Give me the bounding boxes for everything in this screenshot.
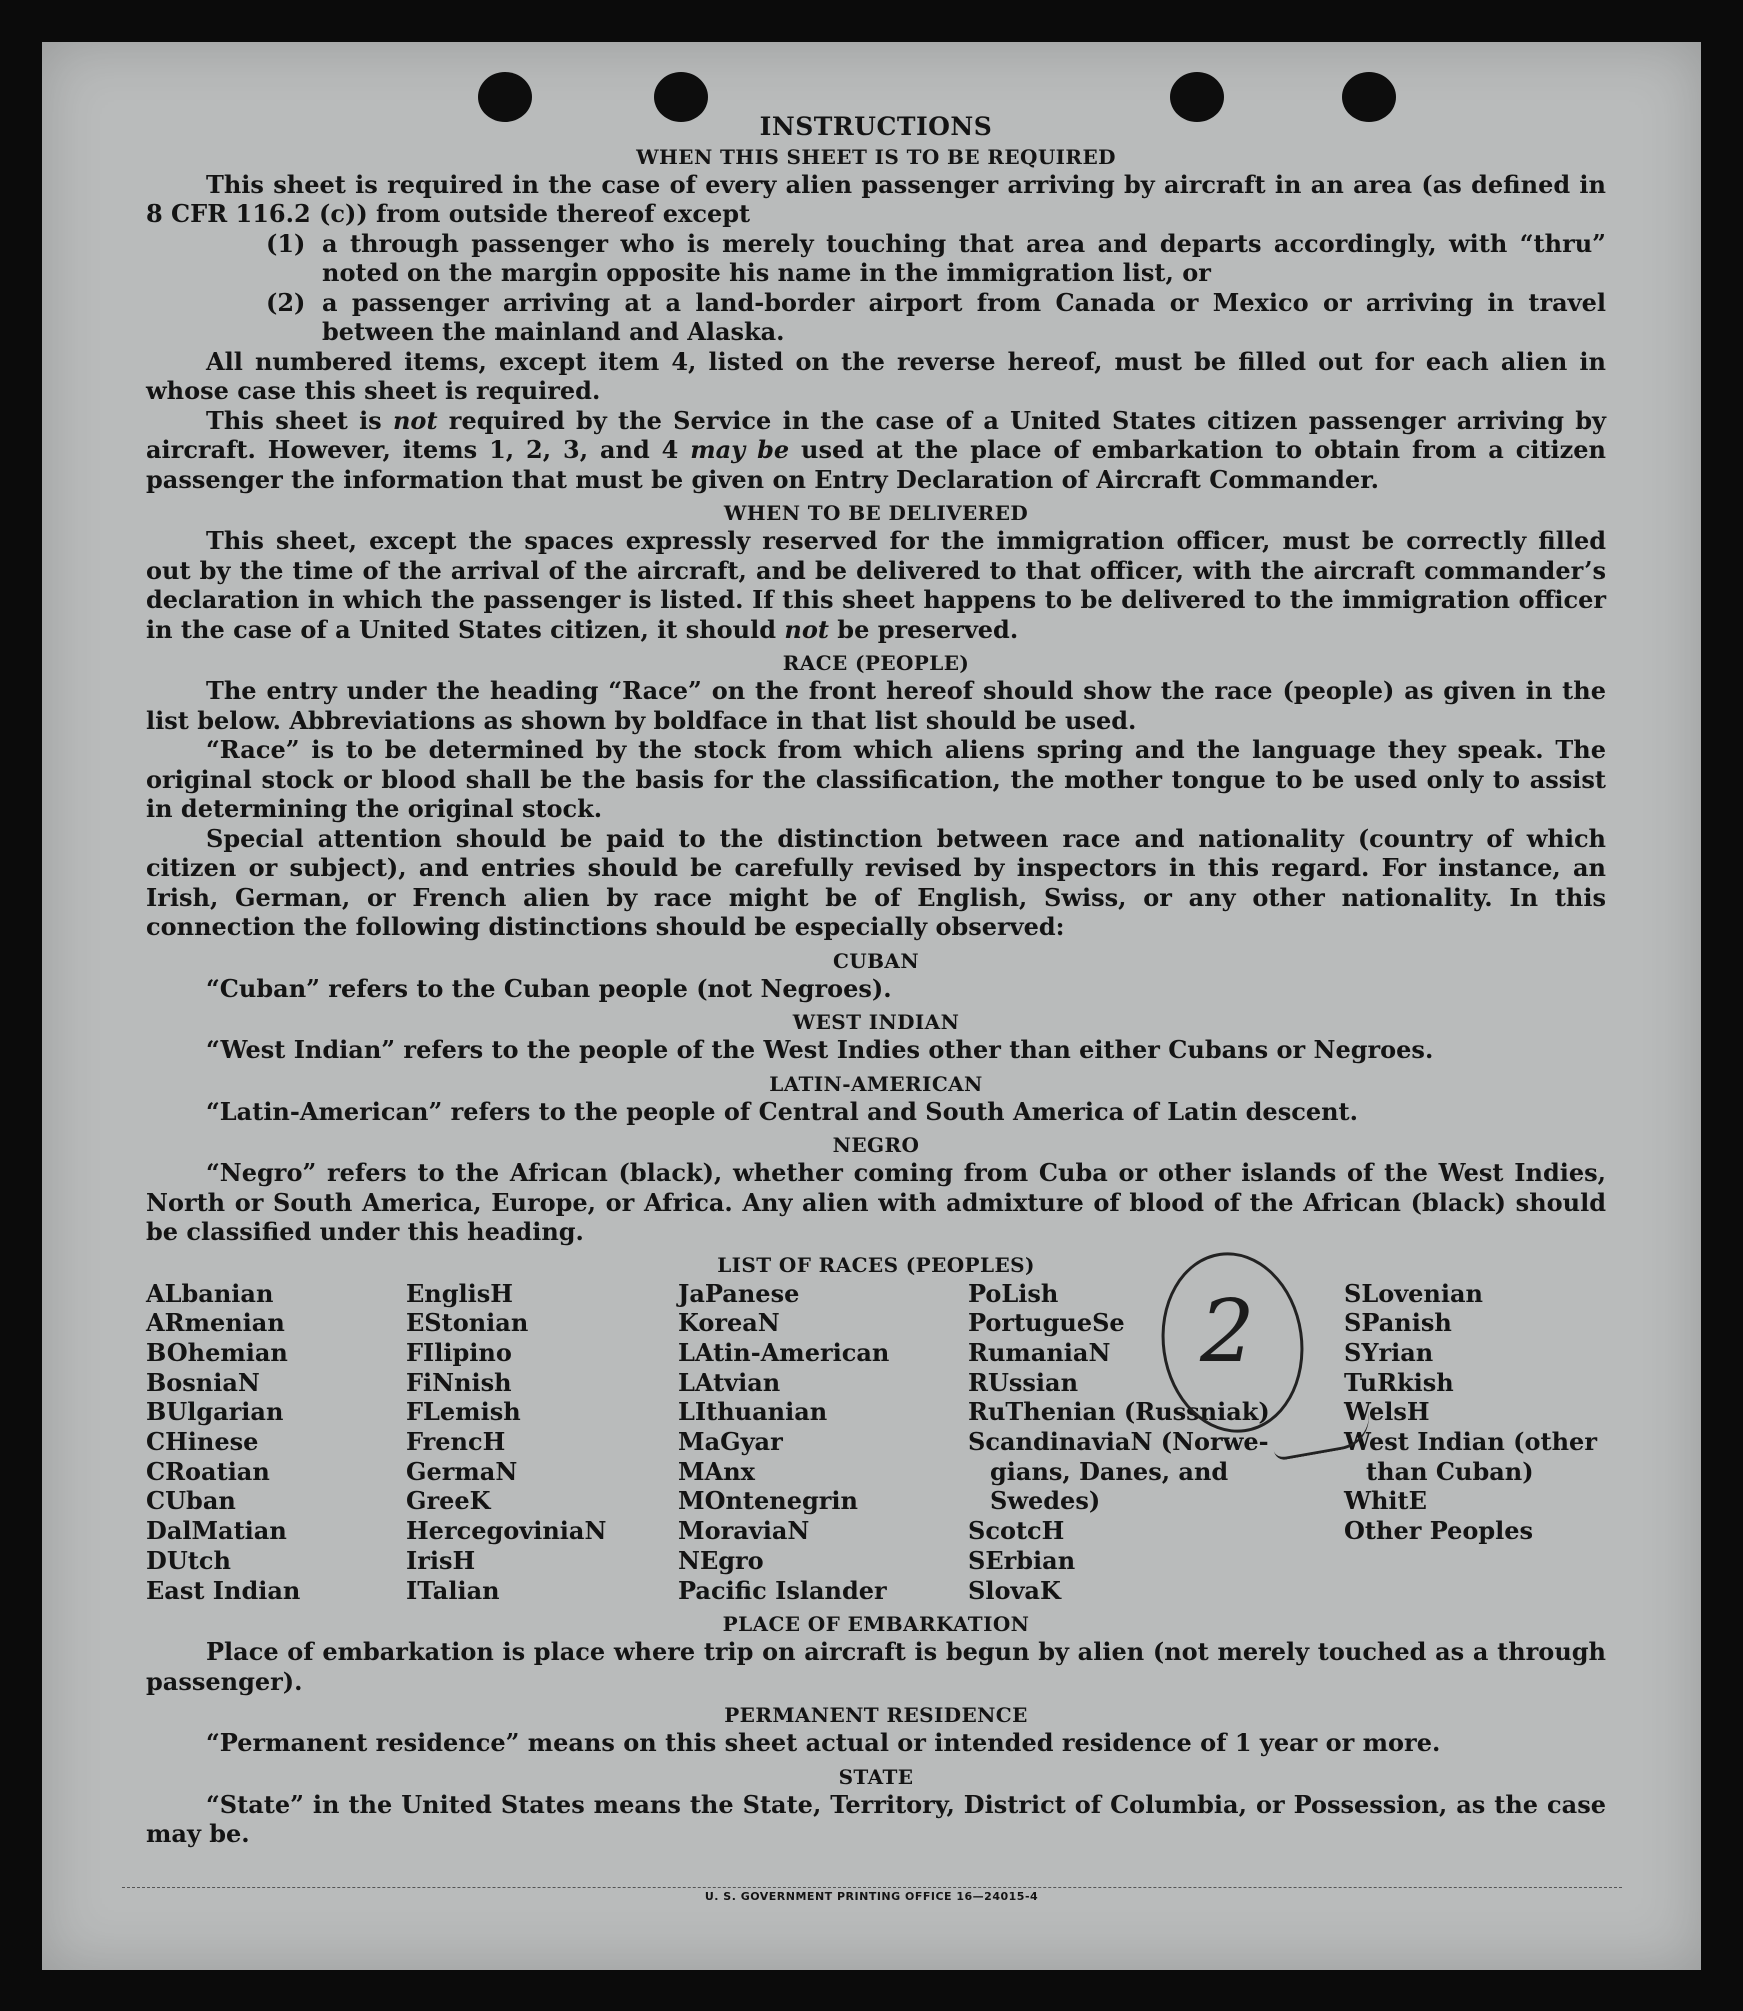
race-entry: ALbanian (146, 1278, 274, 1308)
race-entry: SlovaK (968, 1575, 1061, 1605)
race-entry: RuThenian (Russniak) (968, 1397, 1270, 1427)
exception-item (266, 229, 1606, 288)
race-entry: PortugueSe (968, 1308, 1125, 1338)
race-entry: LAtvian (678, 1367, 781, 1397)
race-entry: FLemish (406, 1397, 521, 1427)
section-heading-negro: NEGRO (832, 1133, 920, 1157)
residence-definition: “Permanent residence” means on this sheet actual or intended residence of 1 year or more. (206, 1728, 1441, 1758)
races-list (146, 1279, 1606, 1606)
page-title: INSTRUCTIONS (759, 112, 993, 141)
race-entry: MaGyar (678, 1427, 783, 1457)
race-entry: MAnx (678, 1456, 755, 1486)
race-paragraph-1: The entry under the heading “Race” on the front hereof should show the race (people) as given in the list below. Abbreviations as shown by boldface in that list should be used. (146, 676, 1606, 735)
race-entry: DUtch (146, 1545, 231, 1575)
text-run: used at the place of embarkation to obtain from a citizen passenger the information that must be given on Entry Declaration of Aircraft Commander. (146, 435, 1607, 494)
race-entry: SLovenian (1344, 1278, 1483, 1308)
race-entry: SPanish (1344, 1308, 1452, 1338)
delivered-paragraph (146, 526, 1606, 644)
race-entry: SYrian (1344, 1337, 1434, 1367)
item-number: (2) (266, 287, 306, 317)
race-entry: CUban (146, 1486, 236, 1516)
item-number: (1) (266, 228, 306, 258)
race-entry: EStonian (406, 1308, 529, 1338)
race-entry: PoLish (968, 1278, 1059, 1308)
state-definition: “State” in the United States means the State, Territory, District of Columbia, or Possession, as the case may be. (146, 1789, 1606, 1849)
section-heading-state: STATE (838, 1764, 914, 1789)
races-column (146, 1279, 406, 1606)
section-heading-required: WHEN THIS SHEET IS TO BE REQUIRED (636, 144, 1116, 169)
race-entry: BosniaN (146, 1367, 260, 1397)
race-entry: LAtin-American (678, 1337, 890, 1367)
race-entry: East Indian (146, 1575, 301, 1605)
race-entry: SErbian (968, 1545, 1076, 1575)
race-entry: MoraviaN (678, 1516, 810, 1546)
race-entry: FrencH (406, 1427, 506, 1457)
race-entry: than Cuban) (1366, 1456, 1534, 1486)
race-entry: WelsH (1344, 1397, 1430, 1427)
text-run: This sheet is (206, 405, 393, 435)
race-entry: gians, Danes, and (990, 1456, 1229, 1486)
section-heading-latin-american: LATIN-AMERICAN (769, 1071, 983, 1096)
item-text: a through passenger who is merely touching that area and departs accordingly, with “thru” noted on the margin opposite his name in the immigration list, or (322, 228, 1606, 287)
race-entry: IrisH (406, 1545, 476, 1575)
emphasis-not: not (392, 405, 438, 435)
race-entry: BOhemian (146, 1337, 288, 1367)
race-entry: ITalian (406, 1575, 500, 1605)
negro-definition: “Negro” refers to the African (black), whether coming from Cuba or other islands of the West Indies, North or South America, Europe, or Africa. Any alien with admixture of blood of the African (black) should be classified under this heading. (146, 1158, 1606, 1246)
races-column (678, 1279, 968, 1606)
embarkation-definition: Place of embarkation is place where trip on aircraft is begun by alien (not merely touched as a through passenger). (146, 1637, 1606, 1696)
emphasis-may-be: may be (690, 435, 790, 464)
race-entry: CHinese (146, 1427, 259, 1457)
text-run: be preserved. (828, 614, 1019, 644)
race-entry: DalMatian (146, 1516, 287, 1546)
emphasis-not: not (784, 614, 829, 644)
exception-item (266, 288, 1606, 347)
race-entry: RumaniaN (968, 1337, 1111, 1367)
race-entry: MOntenegrin (678, 1486, 858, 1516)
race-entry: GermaN (406, 1456, 518, 1486)
handwritten-number: 2 (1200, 1282, 1255, 1382)
race-paragraph-2: “Race” is to be determined by the stock from which aliens spring and the language they speak. The original stock or blood shall be the basis for the classification, the mother tongue to be used only to assist in determining the original stock. (146, 735, 1606, 823)
printing-office-footer: U. S. GOVERNMENT PRINTING OFFICE 16—24015-4 (704, 1890, 1039, 1903)
race-entry: GreeK (406, 1486, 491, 1516)
race-entry: WhitE (1344, 1486, 1427, 1516)
races-column (406, 1279, 678, 1606)
race-entry: Other Peoples (1344, 1516, 1534, 1546)
section-heading-race: RACE (PEOPLE) (782, 651, 970, 675)
race-entry: Pacific Islander (678, 1575, 887, 1605)
section-heading-west-indian: WEST INDIAN (792, 1010, 960, 1034)
latin-american-definition: “Latin-American” refers to the people of Central and South America of Latin descent. (206, 1096, 1358, 1126)
section-heading-delivered: WHEN TO BE DELIVERED (723, 501, 1029, 525)
race-entry: Swedes) (990, 1486, 1101, 1516)
race-entry: CRoatian (146, 1456, 270, 1486)
race-entry: EnglisH (406, 1278, 513, 1308)
race-entry: FIlipino (406, 1337, 512, 1367)
race-entry: KoreaN (678, 1308, 780, 1338)
race-entry: ScandinaviaN (Norwe- (968, 1427, 1269, 1457)
cuban-definition: “Cuban” refers to the Cuban people (not Negroes). (206, 973, 892, 1003)
races-column (1344, 1279, 1606, 1606)
document-sheet (42, 42, 1701, 1970)
race-entry: NEgro (678, 1545, 764, 1575)
race-entry: JaPanese (678, 1278, 800, 1308)
race-entry: RUssian (968, 1367, 1079, 1397)
required-paragraph: This sheet is required in the case of every alien passenger arriving by aircraft in an area (as defined in 8 CFR 116.2 (c)) from outside thereof except (146, 169, 1606, 228)
race-entry: West Indian (other (1344, 1427, 1597, 1457)
section-heading-cuban: CUBAN (832, 948, 920, 973)
section-heading-embarkation: PLACE OF EMBARKATION (722, 1612, 1030, 1637)
instructions-content (146, 112, 1606, 1849)
west-indian-definition: “West Indian” refers to the people of the West Indies other than either Cubans or Negroes. (206, 1035, 1434, 1064)
text-run: This sheet, except the spaces expressly reserved for the immigration officer, must be correctly filled out by the time of the arrival of the aircraft, and be delivered to that officer, with the aircraft commander’s declaration in which the passenger is listed. If this sheet happens to be delivered to the immigration officer in the case of a United States citizen, it should (146, 526, 1606, 644)
numbered-items-paragraph: All numbered items, except item 4, listed on the reverse hereof, must be filled out for each alien in whose case this sheet is required. (146, 346, 1606, 405)
race-entry: LIthuanian (678, 1397, 828, 1427)
text-run: required by the Service in the case of a United States citizen passenger arriving by aircraft. However, items 1, 2, 3, and 4 (146, 405, 1607, 464)
race-entry: TuRkish (1344, 1367, 1454, 1397)
race-entry: BUlgarian (146, 1397, 284, 1427)
race-entry: FiNnish (406, 1367, 512, 1397)
race-entry: ScotcH (968, 1516, 1065, 1546)
section-heading-list-of-races: LIST OF RACES (PEOPLES) (717, 1252, 1035, 1277)
race-paragraph-3: Special attention should be paid to the distinction between race and nationality (country of which citizen or subject), and entries should be carefully revised by inspectors in this regard. For instance, an Irish, German, or French alien by race might be of English, Swiss, or any other nationality. In this connection the following distinctions should be especially observed: (146, 823, 1606, 941)
race-entry: HercegoviniaN (406, 1516, 607, 1546)
section-heading-residence: PERMANENT RESIDENCE (724, 1703, 1028, 1728)
item-text: a passenger arriving at a land-border airport from Canada or Mexico or arriving in travel between the mainland and Alaska. (322, 287, 1606, 346)
citizen-paragraph (146, 406, 1606, 495)
footer-rule (122, 1887, 1622, 1888)
race-entry: ARmenian (146, 1308, 285, 1338)
